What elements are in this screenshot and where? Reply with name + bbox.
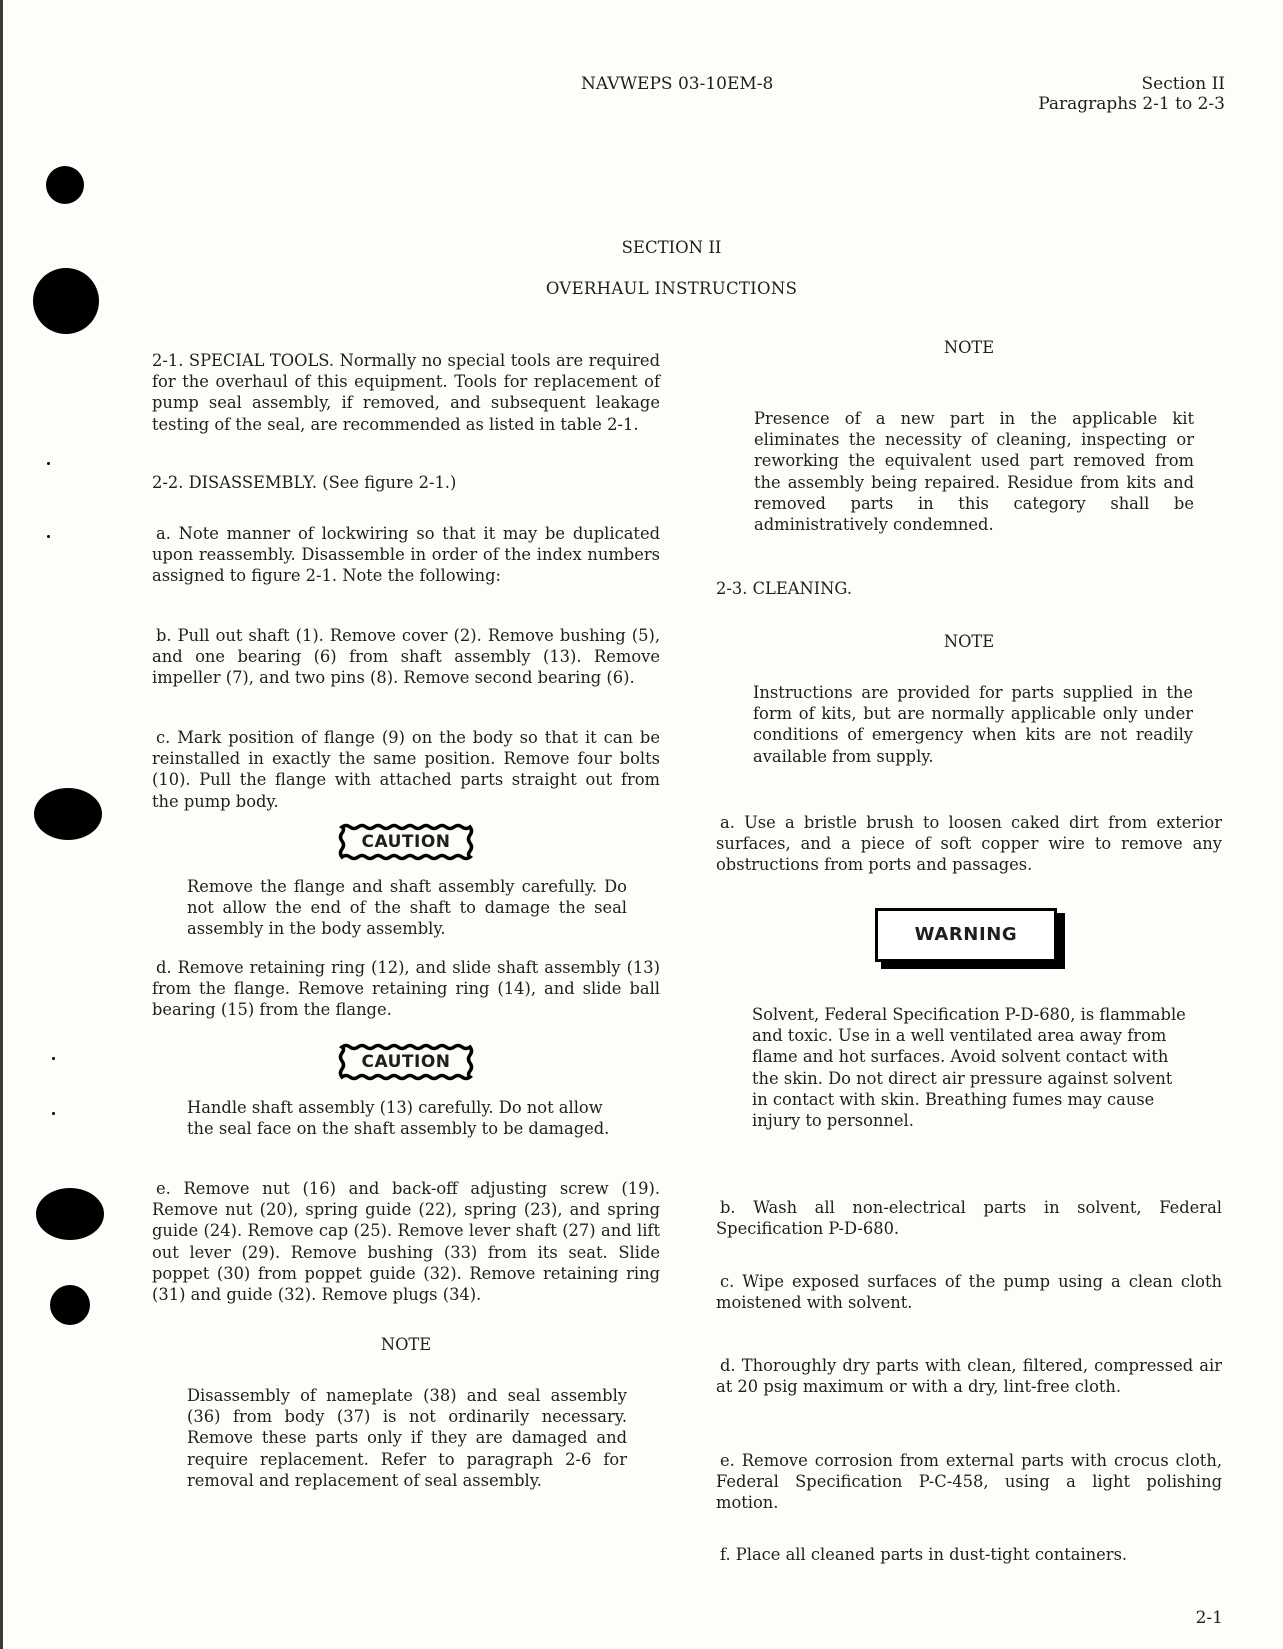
cleaning-step-b: b. Wash all non-electrical parts in solvent, Federal Specification P-D-680.: [716, 1198, 1222, 1239]
cleaning-block-e: [716, 1450, 1222, 1514]
caution-text-block-2: [152, 1097, 635, 1139]
disassembly-step-e: e. Remove nut (16) and back-off adjusting screw (19). Remove nut (20), spring guide (22), spring (23), and spring guide (24). Remove cap (25). Remove lever shaft (27) and lift out lever (29). Remove bushing (33) from its seat. Slide poppet (30) from poppet guide (32). Remove retaining ring (31) and guide (32). Remove plugs (34).: [152, 1179, 660, 1305]
note-text: Presence of a new part in the applicable kit eliminates the necessity of cleaning, inspecting or reworking the equivalent used part removed from the assembly being repaired. Residue from kits and removed parts in this category shall be administratively condemned.: [754, 409, 1194, 535]
note-heading: NOTE: [943, 338, 995, 357]
binder-hole: [50, 1285, 90, 1325]
cleaning-block-a: [716, 812, 1222, 876]
binder-hole: [46, 166, 84, 204]
cleaning-heading-block: [716, 578, 1222, 599]
caution-text-block-1: [152, 876, 635, 940]
warning-text-block: [752, 1004, 1192, 1131]
note-block-right-1: [716, 337, 1222, 358]
note-block-left: [152, 1334, 660, 1355]
disassembly-step-a: a. Note manner of lockwiring so that it may be duplicated upon reassembly. Disassemble in order of the index numbers assigned to figure 2-1. Note the following:: [152, 524, 660, 586]
cleaning-step-c: c. Wipe exposed surfaces of the pump using a clean cloth moistened with solvent.: [716, 1272, 1222, 1313]
cleaning-block-b: [716, 1197, 1222, 1239]
cleaning-block-f: [716, 1544, 1222, 1565]
note-text-block-left: [152, 1385, 635, 1491]
warning-label: WARNING: [914, 924, 1018, 945]
disassembly-step-d: d. Remove retaining ring (12), and slide shaft assembly (13) from the flange. Remove retaining ring (14), and slide ball bearing (15) from the flange.: [152, 958, 660, 1020]
left-block-d: [152, 957, 660, 1021]
left-block-e: [152, 1178, 660, 1305]
left-block-b: [152, 625, 660, 689]
section-title: SECTION II: [621, 238, 722, 257]
paragraph-special-tools: 2-1. SPECIAL TOOLS. Normally no special tools are required for the overhaul of this equipment. Tools for replacement of pump seal assembly, if removed, and subsequent leakage testing of the seal, are recommended as listed in table 2-1.: [152, 351, 660, 434]
note-block-right-2: [716, 631, 1222, 652]
page-number: 2-1: [1195, 1608, 1223, 1628]
scan-speck: [52, 1112, 55, 1115]
left-block-c: [152, 727, 660, 812]
note-heading: NOTE: [380, 1335, 432, 1354]
scan-speck: [52, 1057, 55, 1060]
note-heading: NOTE: [943, 632, 995, 651]
warning-badge: [875, 908, 1071, 970]
cleaning-step-f: f. Place all cleaned parts in dust-tight containers.: [720, 1545, 1128, 1564]
disassembly-step-b: b. Pull out shaft (1). Remove cover (2). Remove bushing (5), and one bearing (6) from shaft assembly (13). Remove impeller (7), and two pins (8). Remove second bearing (6).: [152, 626, 660, 688]
paragraph-disassembly-heading: 2-2. DISASSEMBLY. (See figure 2-1.): [152, 473, 457, 492]
section-reference: [1038, 74, 1225, 114]
binder-hole: [33, 268, 99, 334]
paragraph-cleaning-heading: 2-3. CLEANING.: [716, 579, 853, 598]
caution-badge: [336, 823, 476, 861]
scan-speck: [47, 535, 50, 538]
caution-badge: [336, 1043, 476, 1081]
note-text: Instructions are provided for parts supplied in the form of kits, but are normally applicable only under conditions of emergency when kits are not readily available from supply.: [753, 683, 1193, 766]
paragraph-range: Paragraphs 2-1 to 2-3: [1038, 94, 1225, 114]
caution-text: Remove the flange and shaft assembly carefully. Do not allow the end of the shaft to damage the seal assembly in the body assembly.: [187, 877, 627, 939]
cleaning-step-d: d. Thoroughly dry parts with clean, filtered, compressed air at 20 psig maximum or with a dry, lint-free cloth.: [716, 1356, 1222, 1397]
caution-label: CAUTION: [361, 832, 451, 852]
binder-hole: [36, 1188, 104, 1240]
document-number: NAVWEPS 03-10EM-8: [581, 74, 774, 94]
section-label: Section II: [1141, 74, 1225, 94]
section-subtitle: OVERHAUL INSTRUCTIONS: [545, 279, 798, 298]
left-block-2-2: [152, 472, 660, 493]
caution-block-2: [152, 1043, 660, 1081]
left-column: [152, 350, 660, 435]
note-text: Disassembly of nameplate (38) and seal assembly (36) from body (37) is not ordinarily necessary. Remove these parts only if they are damaged and require replacement. Refer to paragraph 2-6 for removal and replacement of seal assembly.: [187, 1386, 627, 1490]
note-text-block-right-2: [753, 682, 1193, 767]
caution-label: CAUTION: [361, 1052, 451, 1072]
cleaning-block-c: [716, 1271, 1222, 1313]
cleaning-step-a: a. Use a bristle brush to loosen caked dirt from exterior surfaces, and a piece of soft copper wire to remove any obstructions from ports and passages.: [716, 813, 1222, 875]
disassembly-step-c: c. Mark position of flange (9) on the body so that it can be reinstalled in exactly the same position. Remove four bolts (10). Pull the flange with attached parts straight out from the pump body.: [152, 728, 660, 811]
warning-text: Solvent, Federal Specification P-D-680, is flammable and toxic. Use in a well ventilated area away from flame and hot surfaces. Avoid solvent contact with the skin. Do not direct air pressure against solvent in contact with skin. Breathing fumes may cause injury to personnel.: [752, 1005, 1186, 1131]
note-text-block-right-1: [754, 408, 1194, 535]
scan-speck: [47, 462, 50, 465]
cleaning-step-e: e. Remove corrosion from external parts with crocus cloth, Federal Specification P-C-458, using a light polishing motion.: [716, 1451, 1222, 1513]
caution-block-1: [152, 823, 660, 861]
cleaning-block-d: [716, 1355, 1222, 1397]
caution-text: Handle shaft assembly (13) carefully. Do not allow the seal face on the shaft assembly to be damaged.: [187, 1098, 610, 1139]
binder-hole: [34, 788, 102, 840]
left-block-a: [152, 523, 660, 587]
